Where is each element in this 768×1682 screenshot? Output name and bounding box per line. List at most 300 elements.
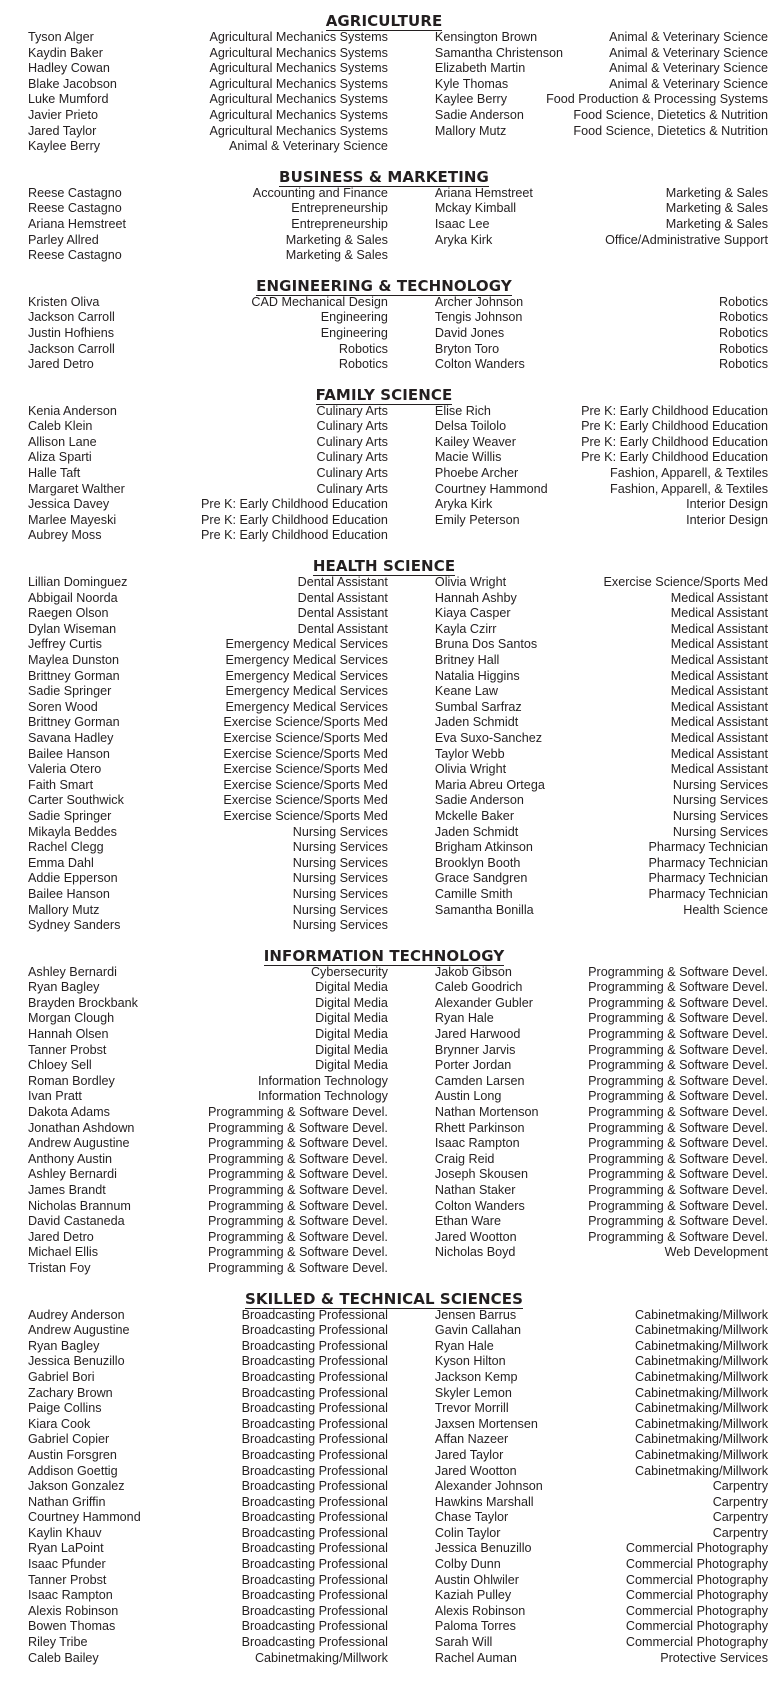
student-name: Hannah Ashby — [434, 590, 517, 605]
student-name: Chloey Sell — [28, 1058, 92, 1073]
student-row — [435, 747, 768, 763]
student-name: Caleb Goodrich — [434, 980, 523, 995]
student-row — [28, 871, 388, 887]
program-name: Medical Assistant — [670, 637, 768, 652]
student-row — [435, 1541, 768, 1557]
student-row — [435, 1105, 768, 1121]
program-name: Agricultural Mechanics Systems — [209, 107, 388, 122]
section-title — [0, 12, 768, 30]
program-name: Broadcasting Professional — [241, 1432, 388, 1447]
program-name: Programming & Software Devel. — [208, 1245, 388, 1260]
student-row — [435, 1027, 768, 1043]
student-name: Austin Forsgren — [28, 1447, 117, 1462]
student-row — [28, 622, 388, 638]
program-name: Interior Design — [686, 497, 768, 512]
student-row — [435, 1588, 768, 1604]
program-name: Commercial Photography — [625, 1557, 768, 1572]
student-name: Hadley Cowan — [28, 61, 110, 76]
program-name: Pharmacy Technician — [648, 886, 768, 901]
program-name: Broadcasting Professional — [241, 1354, 388, 1369]
section-title — [0, 168, 768, 186]
program-name: Cabinetmaking/Millwork — [635, 1369, 768, 1384]
program-name: Digital Media — [315, 995, 388, 1010]
student-name: Maria Abreu Ortega — [434, 777, 545, 792]
program-name: Cabinetmaking/Millwork — [254, 1650, 388, 1665]
program-name: Nursing Services — [672, 793, 768, 808]
section-title — [0, 557, 768, 575]
program-name: Broadcasting Professional — [241, 1635, 388, 1650]
program-name: Programming & Software Devel. — [208, 1183, 388, 1197]
program-name: Programming & Software Devel. — [208, 1229, 388, 1244]
student-name: Jaden Schmidt — [434, 824, 519, 839]
program-name: Pharmacy Technician — [648, 871, 768, 886]
program-name: Medical Assistant — [670, 684, 768, 699]
program-name: Cabinetmaking/Millwork — [635, 1307, 768, 1322]
student-name: Addison Goettig — [28, 1463, 118, 1478]
student-name: Sadie Springer — [28, 808, 112, 823]
student-name: Tanner Probst — [28, 1572, 107, 1587]
program-name: Programming & Software Devel. — [588, 1183, 768, 1197]
program-name: Robotics — [719, 325, 768, 340]
student-name: Ryan LaPoint — [28, 1541, 104, 1556]
student-row — [28, 1121, 388, 1137]
program-name: Broadcasting Professional — [241, 1369, 388, 1384]
program-name: Marketing & Sales — [285, 232, 388, 247]
program-name: Broadcasting Professional — [241, 1619, 388, 1634]
student-row — [28, 887, 388, 903]
student-name: Jared Wootton — [434, 1463, 517, 1478]
program-name: Nursing Services — [672, 808, 768, 823]
program-name: Entrepreneurship — [291, 216, 388, 231]
student-row — [435, 419, 768, 435]
student-row — [28, 1573, 388, 1589]
student-name: Caleb Klein — [28, 419, 93, 434]
program-name: Broadcasting Professional — [241, 1541, 388, 1556]
student-name: Parley Allred — [28, 232, 99, 247]
program-name: Exercise Science/Sports Med — [223, 777, 388, 792]
program-name: Emergency Medical Services — [225, 684, 388, 699]
program-name: Dental Assistant — [297, 575, 388, 590]
student-row — [28, 996, 388, 1012]
program-name: Broadcasting Professional — [241, 1572, 388, 1587]
program-name: Cabinetmaking/Millwork — [635, 1338, 768, 1353]
student-name: Mckelle Baker — [434, 808, 515, 823]
student-name: Javier Prieto — [28, 107, 98, 122]
student-name: Jared Harwood — [434, 1027, 521, 1042]
student-row — [28, 700, 388, 716]
student-row — [28, 1588, 388, 1604]
student-name: Nathan Mortenson — [434, 1105, 539, 1120]
student-name: Paige Collins — [28, 1401, 102, 1416]
student-name: Kaziah Pulley — [434, 1588, 512, 1603]
section-columns — [0, 30, 768, 155]
student-row — [435, 310, 768, 326]
student-row — [435, 1245, 768, 1261]
student-name: Bailee Hanson — [28, 886, 110, 901]
student-name: Colby Dunn — [434, 1557, 501, 1572]
section-title — [0, 386, 768, 404]
student-name: Isaac Rampton — [434, 1136, 520, 1151]
student-name: Kenia Anderson — [28, 403, 117, 418]
program-name: Pre K: Early Childhood Education — [581, 450, 768, 465]
student-row — [435, 1167, 768, 1183]
student-name: Justin Hofhiens — [28, 325, 115, 340]
program-name: Programming & Software Devel. — [588, 995, 768, 1010]
section-engineering-technology — [0, 277, 768, 386]
program-name: Cybersecurity — [310, 964, 388, 979]
student-name: Samantha Christenson — [434, 45, 564, 60]
program-name: Pre K: Early Childhood Education — [581, 403, 768, 418]
student-name: Mallory Mutz — [434, 123, 507, 138]
student-row — [435, 513, 768, 529]
student-name: Reese Castagno — [28, 248, 122, 263]
student-row — [435, 1308, 768, 1324]
student-name: Jaden Schmidt — [434, 715, 519, 730]
program-name: Exercise Science/Sports Med — [223, 715, 388, 730]
program-name: Programming & Software Devel. — [588, 1229, 768, 1244]
program-name: Fashion, Apparell, & Textiles — [610, 466, 768, 481]
program-name: Broadcasting Professional — [241, 1479, 388, 1494]
program-name: Pre K: Early Childhood Education — [581, 434, 768, 449]
program-name: Programming & Software Devel. — [208, 1136, 388, 1151]
program-name: Programming & Software Devel. — [588, 1214, 768, 1229]
student-name: Kyson Hilton — [434, 1354, 506, 1369]
student-name: Jessica Benuzillo — [28, 1354, 125, 1369]
program-name: Programming & Software Devel. — [588, 1011, 768, 1026]
student-row — [28, 1557, 388, 1573]
student-row — [28, 1089, 388, 1105]
right-column — [435, 575, 768, 934]
student-row — [435, 715, 768, 731]
student-name: Raegen Olson — [28, 606, 109, 621]
student-row — [28, 30, 388, 46]
program-name: Agricultural Mechanics Systems — [209, 123, 388, 138]
student-row — [28, 77, 388, 93]
left-column — [28, 1308, 388, 1667]
student-name: Bryton Toro — [434, 341, 500, 356]
program-name: Digital Media — [315, 1058, 388, 1073]
student-row — [28, 684, 388, 700]
section-columns — [0, 965, 768, 1277]
student-row — [28, 965, 388, 981]
student-row — [435, 108, 768, 124]
program-name: Health Science — [683, 902, 768, 917]
student-name: Andrew Augustine — [28, 1323, 130, 1338]
student-name: Skyler Lemon — [434, 1385, 512, 1400]
section-spacer — [0, 155, 768, 168]
program-name: Medical Assistant — [670, 715, 768, 730]
student-row — [435, 1136, 768, 1152]
student-name: Elizabeth Martin — [434, 61, 526, 76]
student-row — [435, 700, 768, 716]
student-row — [435, 404, 768, 420]
student-row — [28, 1043, 388, 1059]
student-name: Joseph Skousen — [434, 1167, 529, 1182]
student-name: Ethan Ware — [434, 1214, 501, 1229]
student-name: Abbigail Noorda — [28, 590, 118, 605]
student-name: Jeffrey Curtis — [28, 637, 102, 652]
student-row — [435, 684, 768, 700]
program-name: Broadcasting Professional — [241, 1338, 388, 1353]
student-name: Lillian Dominguez — [28, 575, 128, 590]
student-row — [435, 1121, 768, 1137]
program-name: Culinary Arts — [316, 466, 388, 481]
program-name: Marketing & Sales — [665, 216, 768, 231]
program-name: Programming & Software Devel. — [588, 1151, 768, 1166]
student-row — [435, 996, 768, 1012]
program-name: Commercial Photography — [625, 1619, 768, 1634]
section-columns — [0, 295, 768, 373]
student-name: Colton Wanders — [434, 357, 525, 372]
student-name: Kailey Weaver — [434, 434, 516, 449]
student-name: David Jones — [434, 325, 505, 340]
student-row — [435, 1386, 768, 1402]
section-agriculture — [0, 12, 768, 168]
student-name: Faith Smart — [28, 777, 94, 792]
student-row — [435, 637, 768, 653]
program-name: Food Science, Dietetics & Nutrition — [573, 107, 768, 122]
program-name: Agricultural Mechanics Systems — [209, 61, 388, 76]
program-name: Commercial Photography — [625, 1635, 768, 1650]
program-name: Robotics — [338, 357, 388, 372]
program-name: Programming & Software Devel. — [588, 1105, 768, 1120]
student-name: Jared Detro — [28, 1229, 94, 1244]
student-row — [28, 1354, 388, 1370]
student-name: Riley Tribe — [28, 1635, 88, 1650]
student-row — [28, 1495, 388, 1511]
student-row — [28, 450, 388, 466]
student-name: Austin Ohlwiler — [434, 1572, 519, 1587]
program-name: Engineering — [320, 325, 388, 340]
student-row — [435, 92, 768, 108]
program-name: Animal & Veterinary Science — [229, 139, 388, 154]
student-name: Hannah Olsen — [28, 1027, 109, 1042]
student-row — [435, 450, 768, 466]
student-row — [435, 840, 768, 856]
program-name: Culinary Arts — [316, 481, 388, 496]
student-row — [435, 61, 768, 77]
student-row — [435, 965, 768, 981]
student-row — [435, 1011, 768, 1027]
section-spacer — [0, 264, 768, 277]
left-column — [28, 404, 388, 544]
program-name: Medical Assistant — [670, 621, 768, 636]
student-row — [28, 1152, 388, 1168]
student-row — [28, 1027, 388, 1043]
section-business-marketing — [0, 168, 768, 277]
program-name: Cabinetmaking/Millwork — [635, 1416, 768, 1431]
student-name: Aubrey Moss — [28, 528, 102, 543]
program-name: Robotics — [338, 341, 388, 356]
student-name: Dakota Adams — [28, 1105, 110, 1120]
section-title-text: ENGINEERING & TECHNOLOGY — [256, 276, 512, 295]
program-name: Carpentry — [712, 1479, 768, 1494]
section-family-science — [0, 386, 768, 557]
student-row — [435, 731, 768, 747]
program-name: Medical Assistant — [670, 762, 768, 777]
student-name: Brittney Gorman — [28, 668, 120, 683]
student-row — [435, 497, 768, 513]
student-name: Jaxsen Mortensen — [434, 1416, 538, 1431]
student-row — [435, 466, 768, 482]
student-name: Alexander Gubler — [434, 995, 533, 1010]
program-name: Medical Assistant — [670, 730, 768, 745]
program-name: Pre K: Early Childhood Education — [201, 497, 388, 512]
program-name: Medical Assistant — [670, 606, 768, 621]
student-row — [435, 1401, 768, 1417]
section-title — [0, 1290, 768, 1308]
student-row — [28, 1510, 388, 1526]
student-name: Sumbal Sarfraz — [434, 699, 522, 714]
student-row — [28, 342, 388, 358]
student-row — [435, 1635, 768, 1651]
student-name: Isaac Rampton — [28, 1588, 113, 1603]
student-row — [28, 1167, 388, 1183]
student-name: Jared Taylor — [434, 1447, 504, 1462]
student-row — [435, 1058, 768, 1074]
student-row — [28, 669, 388, 685]
program-name: Cabinetmaking/Millwork — [635, 1463, 768, 1478]
student-row — [28, 186, 388, 202]
student-row — [28, 108, 388, 124]
right-column — [435, 965, 768, 1277]
student-row — [28, 762, 388, 778]
student-name: Kayla Czirr — [434, 621, 497, 636]
student-row — [28, 1261, 388, 1277]
student-row — [435, 1230, 768, 1246]
program-name: Commercial Photography — [625, 1603, 768, 1618]
student-name: Margaret Walther — [28, 481, 125, 496]
student-row — [28, 606, 388, 622]
student-row — [28, 404, 388, 420]
student-row — [435, 1432, 768, 1448]
student-row — [435, 1074, 768, 1090]
student-name: Kyle Thomas — [434, 76, 509, 91]
student-name: Valeria Otero — [28, 762, 102, 777]
student-name: Emma Dahl — [28, 855, 94, 870]
program-name: Programming & Software Devel. — [588, 1120, 768, 1135]
program-name: Nursing Services — [292, 840, 388, 855]
student-name: Kaydin Baker — [28, 45, 103, 60]
student-name: Soren Wood — [28, 699, 98, 714]
student-name: Mallory Mutz — [28, 902, 100, 917]
student-name: Alexis Robinson — [28, 1603, 119, 1618]
student-row — [28, 1308, 388, 1324]
student-row — [28, 731, 388, 747]
student-name: Carter Southwick — [28, 793, 124, 808]
program-name: Carpentry — [712, 1510, 768, 1525]
student-name: Isaac Pfunder — [28, 1557, 106, 1572]
student-row — [28, 1214, 388, 1230]
section-health-science — [0, 557, 768, 947]
program-name: Dental Assistant — [297, 606, 388, 621]
student-name: Nathan Staker — [434, 1183, 516, 1197]
student-row — [28, 1479, 388, 1495]
program-name: Programming & Software Devel. — [588, 1058, 768, 1073]
section-columns — [0, 1308, 768, 1667]
student-row — [435, 30, 768, 46]
program-name: Marketing & Sales — [665, 201, 768, 216]
student-name: Michael Ellis — [28, 1245, 98, 1260]
student-row — [28, 1011, 388, 1027]
program-name: Programming & Software Devel. — [208, 1151, 388, 1166]
student-name: Zachary Brown — [28, 1385, 113, 1400]
program-name: Entrepreneurship — [291, 201, 388, 216]
student-row — [28, 793, 388, 809]
student-name: Austin Long — [434, 1089, 502, 1104]
student-name: Maylea Dunston — [28, 653, 120, 667]
program-name: Robotics — [719, 357, 768, 372]
student-row — [435, 201, 768, 217]
student-row — [28, 1245, 388, 1261]
student-name: Gabriel Copier — [28, 1432, 110, 1447]
student-row — [28, 1401, 388, 1417]
program-name: Programming & Software Devel. — [208, 1120, 388, 1135]
student-row — [435, 1323, 768, 1339]
student-row — [28, 903, 388, 919]
student-name: Chase Taylor — [434, 1510, 509, 1525]
student-row — [28, 497, 388, 513]
student-row — [28, 575, 388, 591]
student-name: Camille Smith — [434, 886, 513, 901]
student-name: Kristen Oliva — [28, 294, 100, 309]
program-name: Accounting and Finance — [252, 185, 388, 200]
student-name: Ashley Bernardi — [28, 1167, 117, 1182]
program-name: Digital Media — [315, 1042, 388, 1057]
student-name: Audrey Anderson — [28, 1307, 125, 1322]
student-row — [28, 1386, 388, 1402]
section-columns — [0, 575, 768, 934]
right-column — [435, 404, 768, 544]
program-name: Pre K: Early Childhood Education — [201, 512, 388, 527]
student-row — [28, 1541, 388, 1557]
student-name: Jared Detro — [28, 357, 94, 372]
student-row — [435, 793, 768, 809]
student-row — [435, 1573, 768, 1589]
program-name: Programming & Software Devel. — [588, 1073, 768, 1088]
student-name: Aryka Kirk — [434, 497, 493, 512]
student-name: Hawkins Marshall — [434, 1494, 534, 1509]
program-name: Agricultural Mechanics Systems — [209, 76, 388, 91]
program-name: Web Development — [664, 1245, 768, 1260]
student-row — [435, 1619, 768, 1635]
student-row — [435, 1183, 768, 1199]
student-name: Dylan Wiseman — [28, 621, 117, 636]
program-name: Dental Assistant — [297, 590, 388, 605]
student-row — [435, 1214, 768, 1230]
left-column — [28, 30, 388, 155]
student-row — [28, 715, 388, 731]
student-name: Jackson Carroll — [28, 310, 115, 325]
student-name: Colin Taylor — [434, 1525, 501, 1540]
student-row — [435, 591, 768, 607]
program-name: Broadcasting Professional — [241, 1588, 388, 1603]
section-spacer — [0, 544, 768, 557]
student-name: Kaylee Berry — [28, 139, 101, 154]
student-name: Sydney Sanders — [28, 918, 121, 933]
student-name: Courtney Hammond — [28, 1510, 141, 1525]
student-name: Sadie Springer — [28, 684, 112, 699]
program-name: Emergency Medical Services — [225, 637, 388, 652]
program-name: Pharmacy Technician — [648, 840, 768, 855]
student-name: Brittney Gorman — [28, 715, 120, 730]
student-name: Camden Larsen — [434, 1073, 525, 1088]
program-name: Culinary Arts — [316, 450, 388, 465]
program-name: Broadcasting Professional — [241, 1463, 388, 1478]
student-name: Phoebe Archer — [434, 466, 519, 481]
program-name: Carpentry — [712, 1525, 768, 1540]
left-column — [28, 186, 388, 264]
